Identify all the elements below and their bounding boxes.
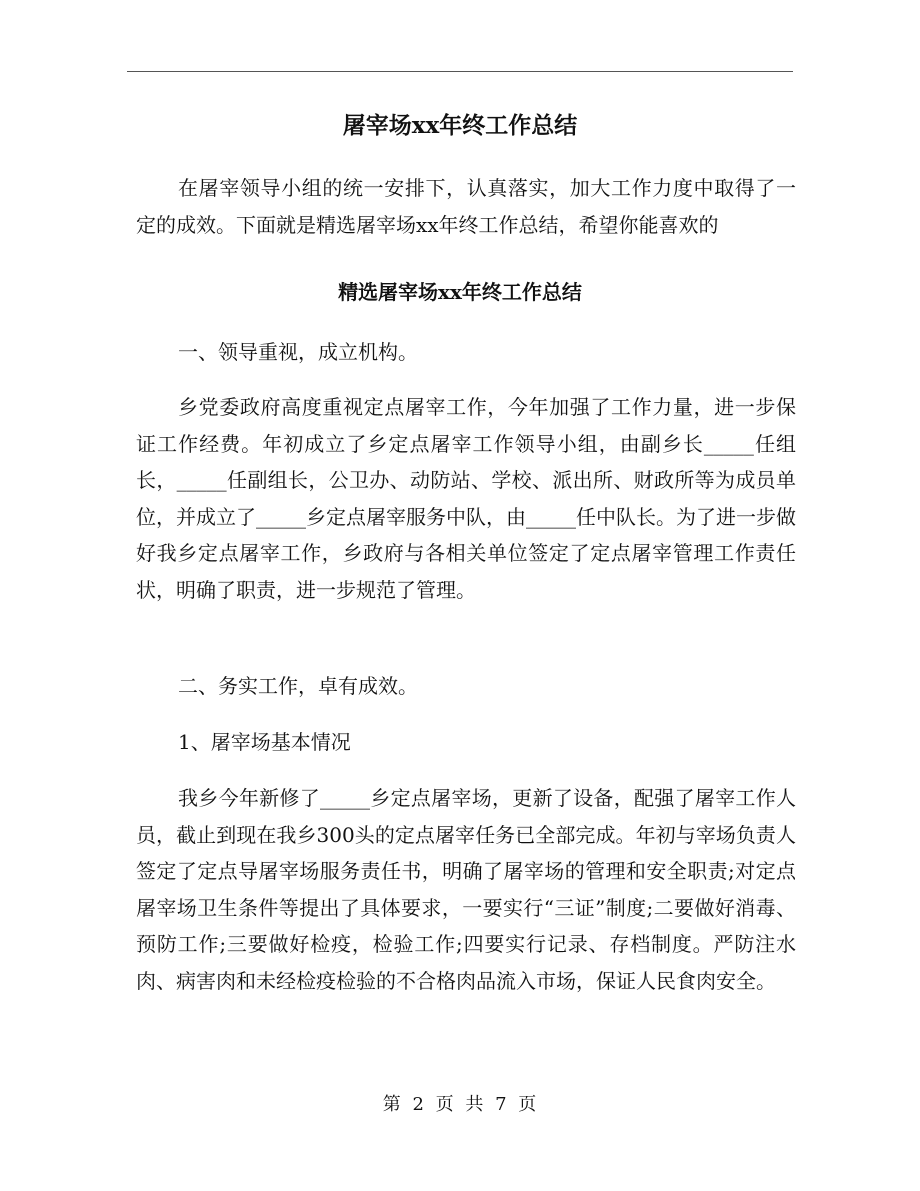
page-number: 第 2 页 共 7 页: [382, 1094, 538, 1115]
subheading-slaughterhouse-basics: 1、屠宰场基本情况: [178, 730, 351, 754]
intro-paragraph: 在屠宰领导小组的统一安排下，认真落实，加大工作力度中取得了一定的成效。下面就是精选屠宰场xx年终工作总结，希望你能喜欢的: [136, 176, 796, 237]
paragraph-organization: 乡党委政府高度重视定点屠宰工作，今年加强了工作力量，进一步保证工作经费。年初成立了乡定点屠宰工作领导小组，由副乡长_____任组长，_____任副组长，公卫办、动防站、学校、派出所、财政所等为成员单位，并成立了_____乡定点屠宰服务中队，由_____任中队长。为了进一步做好我乡定点屠宰工作，乡政府与各相关单位签定了定点屠宰管理工作责任状，明确了职责，进一步规范了管理。: [136, 395, 796, 602]
paragraph-slaughterhouse-details: 我乡今年新修了_____乡定点屠宰场，更新了设备，配强了屠宰工作人员，截止到现在我乡300头的定点屠宰任务已全部完成。年初与宰场负责人签定了定点导屠宰场服务责任书，明确了屠宰场的管理和安全职责;对定点屠宰场卫生条件等提出了具体要求，一要实行“三证”制度;二要做好消毒、预防工作;三要做好检疫，检验工作;四要实行记录、存档制度。严防注水肉、病害肉和未经检疫检验的不合格肉品流入市场，保证人民食肉安全。: [136, 786, 796, 993]
heading-leadership: 一、领导重视，成立机构。: [178, 340, 418, 364]
section-title: 精选屠宰场xx年终工作总结: [338, 280, 582, 304]
document-title: 屠宰场xx年终工作总结: [342, 112, 578, 139]
heading-practical-work: 二、务实工作，卓有成效。: [178, 674, 418, 698]
header-rule: [127, 71, 793, 72]
